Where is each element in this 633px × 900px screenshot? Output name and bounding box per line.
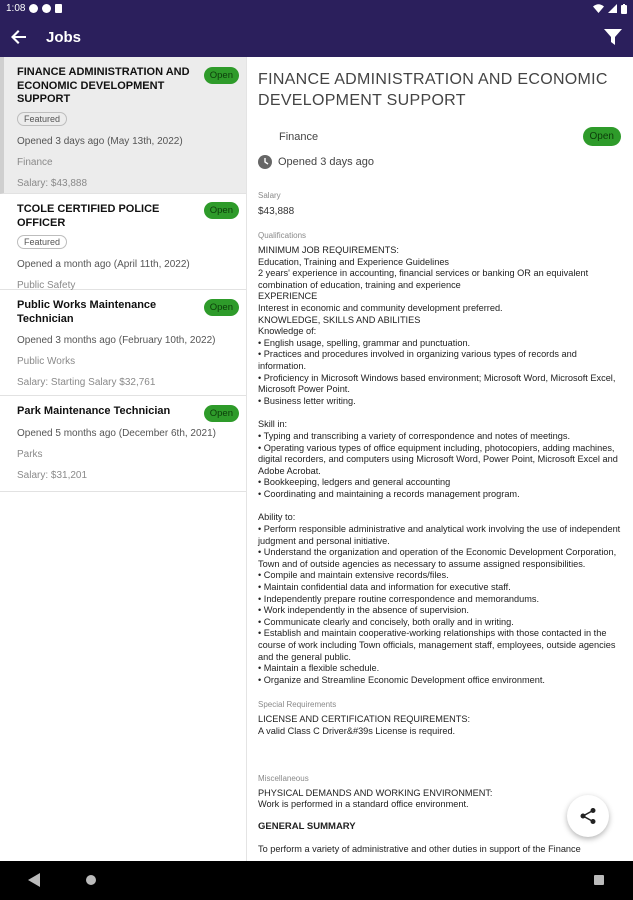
notification-icon xyxy=(55,4,62,13)
special-requirements-label: Special Requirements xyxy=(258,700,337,710)
general-summary-text: To perform a variety of administrative and other duties in support of the Finance xyxy=(258,843,581,854)
app-bar xyxy=(0,17,633,57)
job-list xyxy=(0,57,247,861)
notification-icon xyxy=(29,4,38,13)
salary-value: $43,888 xyxy=(258,206,295,217)
detail-opened: Opened 3 days ago xyxy=(278,156,375,168)
job-title: Public Works Maintenance Technician xyxy=(17,299,157,325)
job-department: Parks xyxy=(17,448,43,460)
job-list-item[interactable] xyxy=(0,396,246,492)
miscellaneous-text: PHYSICAL DEMANDS AND WORKING ENVIRONMENT: Work is performed in a standard office environment. xyxy=(258,787,493,810)
job-title: TCOLE CERTIFIED POLICE OFFICER xyxy=(17,203,160,229)
page-title: Jobs xyxy=(46,28,82,46)
job-opened-date: Opened 5 months ago (December 6th, 2021) xyxy=(17,427,217,439)
signal-icon xyxy=(608,4,617,13)
job-salary: Salary: $43,888 xyxy=(17,177,88,189)
status-badge: Open xyxy=(583,127,621,146)
job-title: Park Maintenance Technician xyxy=(17,405,171,417)
qualifications-text: MINIMUM JOB REQUIREMENTS: Education, Training and Experience Guidelines 2 years' experience in accounting, financial services or banking OR an equivalent combination of education, training and experience EXPERIENCE Interest in economic and community development preferred. KNOWLEDGE, SKILLS AND ABILITIES Knowledge of: • English usage, spelling, grammar and punctuation. • Practices and procedures involved in organizing various types of records and information. • Proficiency in Microsoft Windows based environment; Microsoft Word, Microsoft Excel, Microsoft Power Point. • Business letter writing. xyxy=(258,245,616,406)
status-badge: Open xyxy=(204,67,239,84)
job-list-item[interactable] xyxy=(0,194,246,290)
job-opened-date: Opened a month ago (April 11th, 2022) xyxy=(17,259,190,270)
skills-text: Skill in: • Typing and transcribing a variety of correspondence and notes of meetings. • Operating various types of office equipment including, photocopiers, adding machines, digital recorders, and computers using Microsoft Word, Power Point, Microsoft Excel and Adobe Acrobat. • Bookkeeping, ledgers and general accounting • Coordinating and maintaining a records management program. xyxy=(258,419,618,499)
status-badge: Open xyxy=(204,202,239,219)
job-salary: Salary: Starting Salary $32,761 xyxy=(17,377,156,388)
status-badge: Open xyxy=(204,299,239,316)
status-badge: Open xyxy=(204,405,239,422)
special-requirements-text: LICENSE AND CERTIFICATION REQUIREMENTS: A valid Class C Driver&#39s License is required. xyxy=(258,714,471,736)
notification-icon xyxy=(42,4,51,13)
nav-home-icon[interactable] xyxy=(86,875,96,885)
clock-icon xyxy=(258,155,272,169)
job-department: Public Safety xyxy=(17,280,76,291)
share-icon xyxy=(579,807,597,825)
back-button[interactable] xyxy=(0,17,38,57)
job-opened-date: Opened 3 months ago (February 10th, 2022) xyxy=(17,335,216,346)
battery-icon xyxy=(621,4,627,14)
filter-button[interactable] xyxy=(601,25,625,49)
general-summary-heading: GENERAL SUMMARY xyxy=(258,820,356,832)
job-opened-date: Opened 3 days ago (May 13th, 2022) xyxy=(17,135,183,147)
filter-icon xyxy=(604,29,622,45)
job-department: Public Works xyxy=(17,356,76,367)
status-time: 1:08 xyxy=(6,3,26,14)
job-detail-pane[interactable] xyxy=(248,57,633,861)
detail-title: FINANCE ADMINISTRATION AND ECONOMIC DEVELOPMENT SUPPORT xyxy=(258,71,608,109)
detail-department: Finance xyxy=(279,131,319,143)
featured-chip: Featured xyxy=(17,112,67,126)
share-button[interactable] xyxy=(567,795,609,837)
wifi-icon xyxy=(593,4,604,13)
status-bar xyxy=(0,0,633,17)
nav-recents-icon[interactable] xyxy=(594,875,604,885)
system-nav-bar xyxy=(0,861,633,900)
qualifications-label: Qualifications xyxy=(258,231,307,240)
job-department: Finance xyxy=(17,156,53,168)
job-list-item[interactable] xyxy=(0,57,246,194)
department-row xyxy=(258,127,623,153)
miscellaneous-label: Miscellaneous xyxy=(258,773,309,783)
arrow-left-icon xyxy=(11,29,27,45)
abilities-text: Ability to: • Perform responsible administrative and analytical work involving the use of independent judgment and personal initiative. • Understand the organization and operation of the Economic Development Corporation, Town and of outside agencies as necessary to assume assigned responsibilities. • Compile and maintain extensive records/files. • Maintain confidential data and information for executive staff. • Independently prepare routine correspondence and memorandums. • Work independently in the absence of supervision. • Communicate clearly and concisely, both orally and in writing. • Establish and maintain cooperative-working relationships with those contacted in the course of work including Town officials, management staff, employees, outside agencies and the general public. • Maintain a flexible schedule. • Organize and Streamline Economic Development office environment. xyxy=(258,512,621,685)
job-salary: Salary: $31,201 xyxy=(17,469,88,481)
nav-back-icon[interactable] xyxy=(28,873,40,887)
opened-row xyxy=(258,155,623,169)
salary-label: Salary xyxy=(258,191,281,200)
featured-chip: Featured xyxy=(17,235,67,249)
job-list-item[interactable] xyxy=(0,290,246,396)
job-title: FINANCE ADMINISTRATION AND ECONOMIC DEVELOPMENT SUPPORT xyxy=(17,66,190,105)
